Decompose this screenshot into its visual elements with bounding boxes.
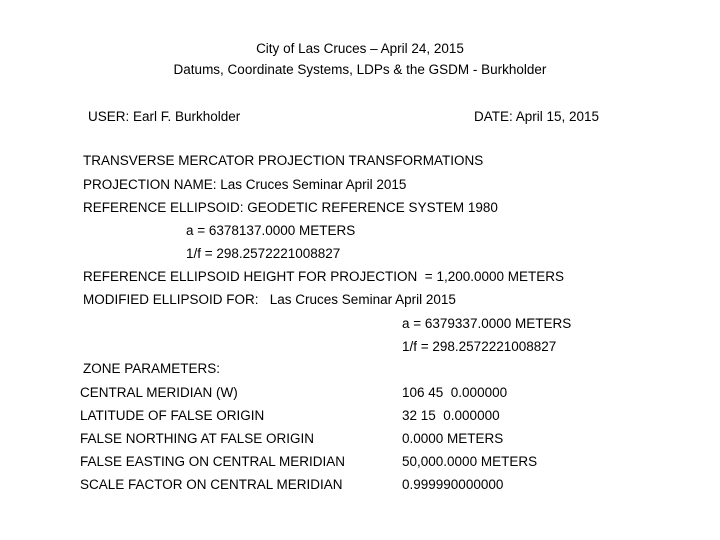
zone-row-label: CENTRAL MERIDIAN (W) — [80, 385, 238, 400]
zone-row-value: 50,000.0000 METERS — [402, 454, 538, 469]
zone-row-value: 32 15 0.000000 — [402, 408, 500, 423]
zone-row-label: SCALE FACTOR ON CENTRAL MERIDIAN — [80, 477, 343, 492]
ellipsoid-a: a = 6378137.0000 METERS — [186, 223, 356, 238]
ellipsoid-height: REFERENCE ELLIPSOID HEIGHT FOR PROJECTION = 1,200.0000 METERS — [83, 269, 565, 284]
modified-f: 1/f = 298.2572221008827 — [402, 339, 557, 354]
page-subtitle: Datums, Coordinate Systems, LDPs & the GSDM - Burkholder — [173, 62, 547, 77]
zone-row-value: 106 45 0.000000 — [402, 385, 508, 400]
page-title: City of Las Cruces – April 24, 2015 — [256, 41, 464, 56]
zone-row-label: FALSE EASTING ON CENTRAL MERIDIAN — [80, 454, 346, 469]
ellipsoid-f: 1/f = 298.2572221008827 — [186, 246, 341, 261]
modified-ellipsoid: MODIFIED ELLIPSOID FOR: Las Cruces Seminar April 2015 — [83, 292, 456, 307]
modified-a: a = 6379337.0000 METERS — [402, 316, 572, 331]
user-line: USER: Earl F. Burkholder — [88, 109, 241, 124]
projection-heading: TRANSVERSE MERCATOR PROJECTION TRANSFORMATIONS — [83, 153, 484, 168]
projection-name: PROJECTION NAME: Las Cruces Seminar April 2015 — [83, 177, 407, 192]
reference-ellipsoid: REFERENCE ELLIPSOID: GEODETIC REFERENCE SYSTEM 1980 — [83, 200, 498, 215]
zone-row-value: 0.999990000000 — [402, 477, 504, 492]
zone-row-label: LATITUDE OF FALSE ORIGIN — [80, 408, 265, 423]
zone-row-value: 0.0000 METERS — [402, 431, 504, 446]
date-line: DATE: April 15, 2015 — [474, 109, 600, 124]
zone-row-label: FALSE NORTHING AT FALSE ORIGIN — [80, 431, 315, 446]
zone-heading: ZONE PARAMETERS: — [83, 361, 221, 376]
